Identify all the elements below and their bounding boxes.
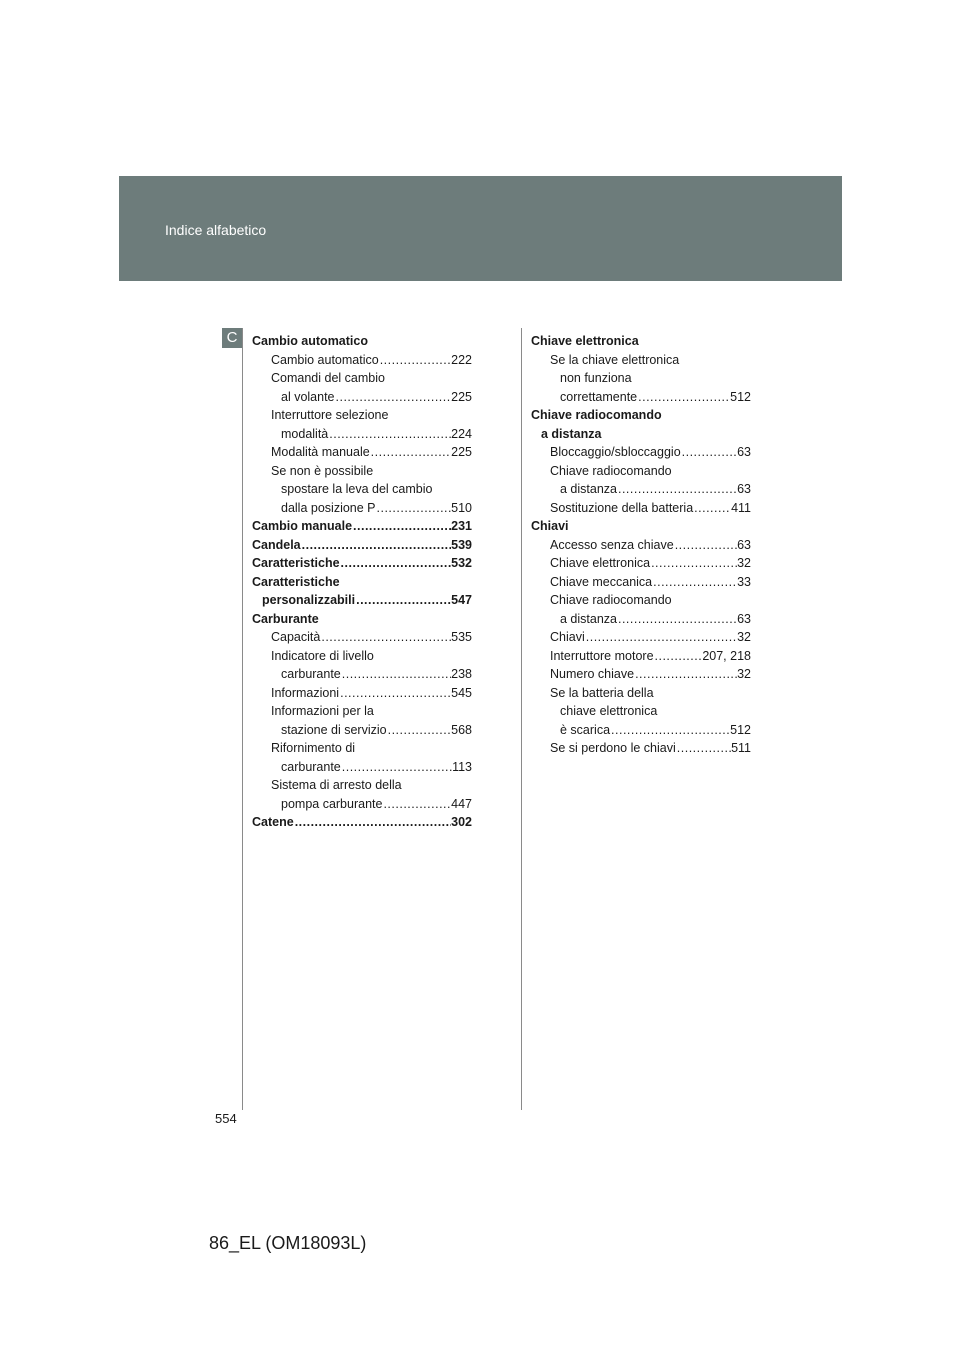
index-column-right — [531, 332, 751, 758]
dot-leader — [610, 721, 730, 740]
index-entry — [531, 517, 751, 536]
index-entry-term: Caratteristiche — [252, 556, 340, 570]
dot-leader — [652, 573, 737, 592]
index-entry-page[interactable]: 231 — [451, 519, 472, 533]
dot-leader — [676, 739, 731, 758]
index-entry-term: Sostituzione della batteria — [550, 500, 694, 515]
page-number: 554 — [215, 1111, 237, 1126]
index-entry — [252, 758, 472, 777]
index-entry-term: Bloccaggio/sbloccaggio — [550, 445, 681, 459]
index-entry — [252, 776, 472, 795]
index-entry-term: Interruttore motore — [550, 648, 654, 663]
index-entry — [531, 332, 751, 351]
index-entry — [531, 443, 751, 462]
index-entry — [531, 425, 751, 444]
index-entry-term: Candela — [252, 537, 301, 552]
index-entry-term: spostare la leva del cambio — [281, 482, 433, 496]
index-entry-term: Rifornimento di — [271, 741, 356, 755]
index-entry — [252, 795, 472, 814]
index-entry-term: Cambio manuale — [252, 519, 353, 533]
index-entry-term: Chiave meccanica — [550, 574, 653, 589]
index-entry — [531, 684, 751, 703]
index-entry-page[interactable]: 32 — [737, 630, 751, 644]
index-entry — [252, 647, 472, 666]
index-entry-page[interactable]: 222 — [451, 352, 472, 367]
index-entry — [252, 610, 472, 629]
index-entry-page[interactable]: 225 — [451, 389, 472, 404]
index-entry — [531, 647, 751, 666]
index-entry-page[interactable]: 225 — [451, 445, 472, 459]
dot-leader — [352, 517, 451, 536]
index-entry-page[interactable]: 63 — [737, 537, 751, 552]
index-entry — [252, 443, 472, 462]
index-entry — [531, 388, 751, 407]
index-entry — [531, 628, 751, 647]
dot-leader — [328, 425, 451, 444]
index-entry-term: Interruttore selezione — [271, 408, 389, 422]
index-entry-term: personalizzabili — [262, 593, 356, 607]
index-entry-term: Accesso senza chiave — [550, 537, 674, 552]
index-entry-term: Se la batteria della — [550, 685, 654, 700]
dot-leader — [681, 443, 737, 462]
index-entry-term: a distanza — [541, 426, 602, 441]
index-entry — [531, 369, 751, 388]
index-entry — [252, 480, 472, 499]
index-entry-term: Chiave elettronica — [550, 556, 651, 570]
index-entry — [531, 591, 751, 610]
column-divider-middle — [521, 328, 522, 1110]
index-entry-term: Se non è possibile — [271, 463, 374, 478]
index-entry-term: Comandi del cambio — [271, 371, 385, 385]
column-divider-left — [242, 328, 243, 1110]
index-entry — [252, 665, 472, 684]
dot-leader — [585, 628, 737, 647]
dot-leader — [654, 647, 703, 666]
dot-leader — [340, 554, 452, 573]
index-entry-page[interactable]: 207, 218 — [702, 648, 751, 663]
index-entry-term: Caratteristiche — [252, 574, 340, 589]
index-entry — [252, 517, 472, 536]
index-entry — [531, 573, 751, 592]
index-entry-term: stazione di servizio — [281, 722, 387, 737]
dot-leader — [637, 388, 730, 407]
dot-leader — [301, 536, 452, 555]
index-entry-term: a distanza — [560, 611, 617, 626]
index-entry-page[interactable]: 511 — [731, 741, 751, 755]
dot-leader — [634, 665, 737, 684]
index-entry-term: Sistema di arresto della — [271, 778, 402, 792]
index-entry — [252, 462, 472, 481]
index-entry-term: modalità — [281, 426, 329, 441]
index-entry-term: Chiave elettronica — [531, 334, 639, 348]
index-entry-page[interactable]: 532 — [451, 556, 472, 570]
index-entry — [252, 499, 472, 518]
index-entry-term: Se si perdono le chiavi — [550, 741, 676, 755]
index-entry-page[interactable]: 238 — [451, 667, 472, 681]
index-entry-page[interactable]: 539 — [451, 537, 472, 552]
index-entry — [531, 610, 751, 629]
dot-leader — [650, 554, 737, 573]
index-entry-page[interactable]: 535 — [451, 630, 472, 644]
index-entry-term: Capacità — [271, 630, 321, 644]
index-entry-term: è scarica — [560, 722, 611, 737]
index-entry-term: a distanza — [560, 482, 617, 496]
index-entry-page[interactable]: 512 — [730, 389, 751, 404]
index-entry-page[interactable]: 547 — [451, 593, 472, 607]
index-entry — [531, 480, 751, 499]
index-entry — [252, 573, 472, 592]
index-entry — [252, 813, 472, 832]
index-entry — [531, 406, 751, 425]
index-entry-term: pompa carburante — [281, 796, 383, 811]
index-entry-term: Catene — [252, 815, 294, 829]
index-entry-term: dalla posizione P — [281, 500, 376, 515]
dot-leader — [320, 628, 451, 647]
index-entry — [531, 665, 751, 684]
header-title: Indice alfabetico — [165, 222, 267, 238]
index-entry-term: Se la chiave elettronica — [550, 352, 680, 367]
index-entry — [531, 739, 751, 758]
dot-leader — [693, 499, 731, 518]
index-entry-page[interactable]: 63 — [737, 445, 751, 459]
index-entry — [252, 332, 472, 351]
index-entry-term: chiave elettronica — [560, 704, 658, 718]
index-entry-term: correttamente — [560, 389, 638, 404]
index-entry — [252, 702, 472, 721]
dot-leader — [379, 351, 451, 370]
index-entry-page[interactable]: 545 — [451, 685, 472, 700]
index-entry — [252, 388, 472, 407]
index-entry-term: Chiavi — [531, 519, 569, 533]
document-code: 86_EL (OM18093L) — [209, 1233, 367, 1253]
index-entry — [252, 406, 472, 425]
index-entry-page[interactable]: 63 — [737, 482, 751, 496]
dot-leader — [376, 499, 452, 518]
index-entry-term: Carburante — [252, 611, 319, 626]
dot-leader — [294, 813, 451, 832]
index-entry — [252, 684, 472, 703]
index-entry — [252, 351, 472, 370]
index-entry — [531, 499, 751, 518]
dot-leader — [674, 536, 737, 555]
index-entry — [531, 536, 751, 555]
index-entry-page[interactable]: 33 — [737, 574, 751, 589]
index-entry — [531, 462, 751, 481]
index-entry — [252, 369, 472, 388]
dot-leader — [339, 684, 451, 703]
index-entry-page[interactable]: 302 — [451, 815, 472, 829]
index-entry — [252, 554, 472, 573]
index-entry-term: Informazioni — [271, 685, 340, 700]
index-entry-term: Cambio automatico — [271, 352, 379, 367]
index-entry-page[interactable]: 447 — [451, 796, 472, 811]
index-entry-page[interactable]: 512 — [730, 722, 751, 737]
index-entry-term: al volante — [281, 389, 335, 404]
dot-leader — [341, 758, 452, 777]
index-entry — [252, 536, 472, 555]
index-entry-term: Cambio automatico — [252, 334, 368, 348]
index-entry — [252, 721, 472, 740]
index-entry — [531, 554, 751, 573]
index-entry — [252, 739, 472, 758]
dot-leader — [355, 591, 451, 610]
dot-leader — [617, 480, 737, 499]
dot-leader — [341, 665, 451, 684]
index-entry-page[interactable]: 32 — [737, 667, 751, 681]
index-entry — [252, 425, 472, 444]
dot-leader — [382, 795, 451, 814]
index-entry-page[interactable]: 32 — [737, 556, 751, 570]
index-entry-term: Chiave radiocomando — [550, 593, 672, 607]
index-entry-term: Indicatore di livello — [271, 648, 374, 663]
dot-leader — [617, 610, 737, 629]
index-entry-term: non funziona — [560, 371, 632, 385]
index-entry — [531, 721, 751, 740]
index-entry-term: carburante — [281, 759, 341, 774]
index-entry-page[interactable]: 224 — [451, 426, 472, 441]
index-entry-term: Informazioni per la — [271, 704, 374, 718]
dot-leader — [370, 443, 451, 462]
section-letter-tab: C — [222, 328, 242, 348]
page-header — [119, 176, 842, 281]
index-entry-page[interactable]: 568 — [451, 722, 472, 737]
index-entry-term: Numero chiave — [550, 667, 635, 681]
index-entry — [252, 628, 472, 647]
index-entry-term: Chiavi — [550, 630, 585, 644]
index-entry-page[interactable]: 411 — [731, 500, 751, 515]
index-entry — [252, 591, 472, 610]
index-entry-page[interactable]: 510 — [451, 500, 472, 515]
index-column-left — [252, 332, 472, 832]
index-entry-page[interactable]: 113 — [452, 759, 472, 774]
index-entry-page[interactable]: 63 — [737, 611, 751, 626]
dot-leader — [387, 721, 452, 740]
index-entry-term: Chiave radiocomando — [531, 408, 662, 422]
dot-leader — [335, 388, 452, 407]
index-entry-term: Modalità manuale — [271, 445, 370, 459]
index-entry — [531, 351, 751, 370]
index-entry-term: Chiave radiocomando — [550, 463, 672, 478]
index-entry-term: carburante — [281, 667, 341, 681]
index-entry — [531, 702, 751, 721]
